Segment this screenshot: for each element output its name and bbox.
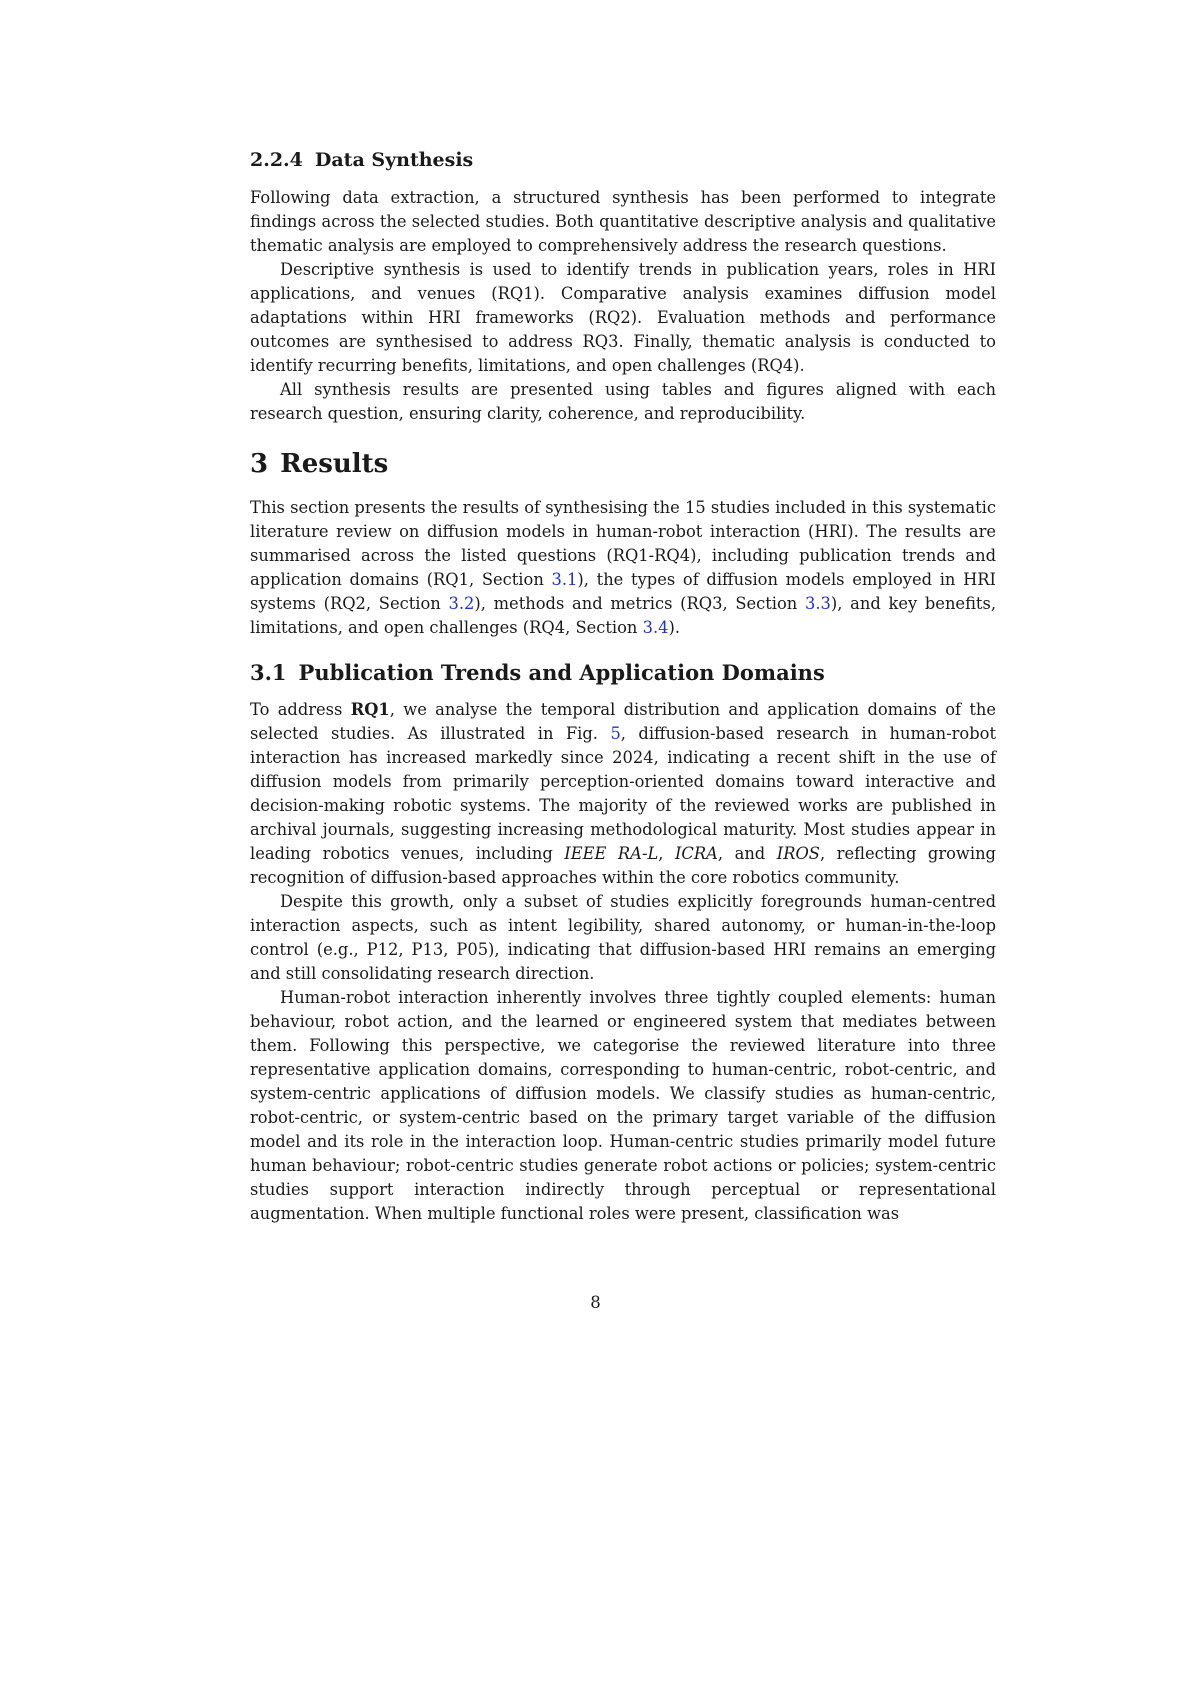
text-run: , diffusion-based research in human-robot interaction has increased markedly since 2024, indicating a recent shift in the use of diffusion models from primarily perception-oriented domains toward interactive and decision-making robotic systems. The majority of the reviewed works are published in archival journals, suggesting increasing methodological maturity. Most studies appear in leading robotics venues, including xyxy=(250,724,996,863)
subsection-title: Publication Trends and Application Domains xyxy=(298,660,825,685)
text-run: ), and key benefits, limitations, and open challenges (RQ4, Section xyxy=(250,594,996,637)
rq1-bold: RQ1 xyxy=(350,700,390,719)
text-run: ), methods and metrics (RQ3, Section xyxy=(474,594,805,613)
paragraph-synthesis-1: Following data extraction, a structured synthesis has been performed to integrate findings across the selected studies. Both quantitative descriptive analysis and qualitative thematic analysis are employed to comprehensively address the research questions. xyxy=(250,188,996,255)
subsubsection-number: 2.2.4 xyxy=(250,149,303,171)
subsubsection-heading-data-synthesis xyxy=(250,148,996,172)
paragraph-synthesis-3: All synthesis results are presented using tables and figures aligned with each research question, ensuring clarity, coherence, and reproducibility. xyxy=(250,380,996,423)
paragraph-synthesis-2: Descriptive synthesis is used to identify trends in publication years, roles in HRI applications, and venues (RQ1). Comparative analysis examines diffusion model adaptations within HRI frameworks (RQ2). Evaluation methods and performance outcomes are synthesised to address RQ3. Finally, thematic analysis is conducted to identify recurring benefits, limitations, and open challenges (RQ4). xyxy=(250,260,996,375)
section-ref-link-3-2[interactable]: 3.2 xyxy=(448,594,475,613)
venue-ieee-ral: IEEE RA-L xyxy=(564,844,659,863)
venue-icra: ICRA xyxy=(674,844,718,863)
page-number: 8 xyxy=(590,1293,601,1312)
section-ref-link-3-4[interactable]: 3.4 xyxy=(642,618,669,637)
section-heading-results xyxy=(250,448,996,480)
text-run: To address xyxy=(250,700,351,719)
paragraph-results-intro xyxy=(250,496,996,640)
figure-ref-link-5[interactable]: 5 xyxy=(610,724,621,743)
subsection-number: 3.1 xyxy=(250,660,287,685)
text-run: , reflecting growing recognition of diffusion-based approaches within the core robotics community. xyxy=(250,844,996,887)
subsubsection-title: Data Synthesis xyxy=(314,149,474,171)
section-ref-link-3-1[interactable]: 3.1 xyxy=(551,570,578,589)
page-content xyxy=(250,148,996,1226)
paragraph-trends-3: Human-robot interaction inherently involves three tightly coupled elements: human behaviour, robot action, and the learned or engineered system that mediates between them. Following this perspective, we categorise the reviewed literature into three representative application domains, corresponding to human-centric, robot-centric, and system-centric applications of diffusion models. We classify studies as human-centric, robot-centric, or system-centric based on the primary target variable of the diffusion model and its role in the interaction loop. Human-centric studies primarily model future human behaviour; robot-centric studies generate robot actions or policies; system-centric studies support interaction indirectly through perceptual or representational augmentation. When multiple functional roles were present, classification was xyxy=(250,988,996,1223)
venue-iros: IROS xyxy=(776,844,820,863)
section-title: Results xyxy=(280,449,389,479)
text-run: , and xyxy=(717,844,777,863)
subsection-heading-publication-trends xyxy=(250,660,996,686)
paragraph-trends-1 xyxy=(250,698,996,890)
text-run: ). xyxy=(668,618,681,637)
section-ref-link-3-3[interactable]: 3.3 xyxy=(805,594,831,613)
paragraph-trends-2: Despite this growth, only a subset of studies explicitly foregrounds human-centred interaction aspects, such as intent legibility, shared autonomy, or human-in-the-loop control (e.g., P12, P13, P05), indicating that diffusion-based HRI remains an emerging and still consolidating research direction. xyxy=(250,892,996,983)
text-run: , xyxy=(658,844,675,863)
text-run: This section presents the results of synthesising the 15 studies included in this systematic literature review on diffusion models in human-robot interaction (HRI). The results are summarised across the listed questions (RQ1-RQ4), including publication trends and application domains (RQ1, Section xyxy=(250,498,996,589)
text-run: , we analyse the temporal distribution and application domains of the selected studies. As illustrated in Fig. xyxy=(250,700,996,743)
section-number: 3 xyxy=(250,449,269,479)
text-run: ), the types of diffusion models employed in HRI systems (RQ2, Section xyxy=(250,570,996,613)
